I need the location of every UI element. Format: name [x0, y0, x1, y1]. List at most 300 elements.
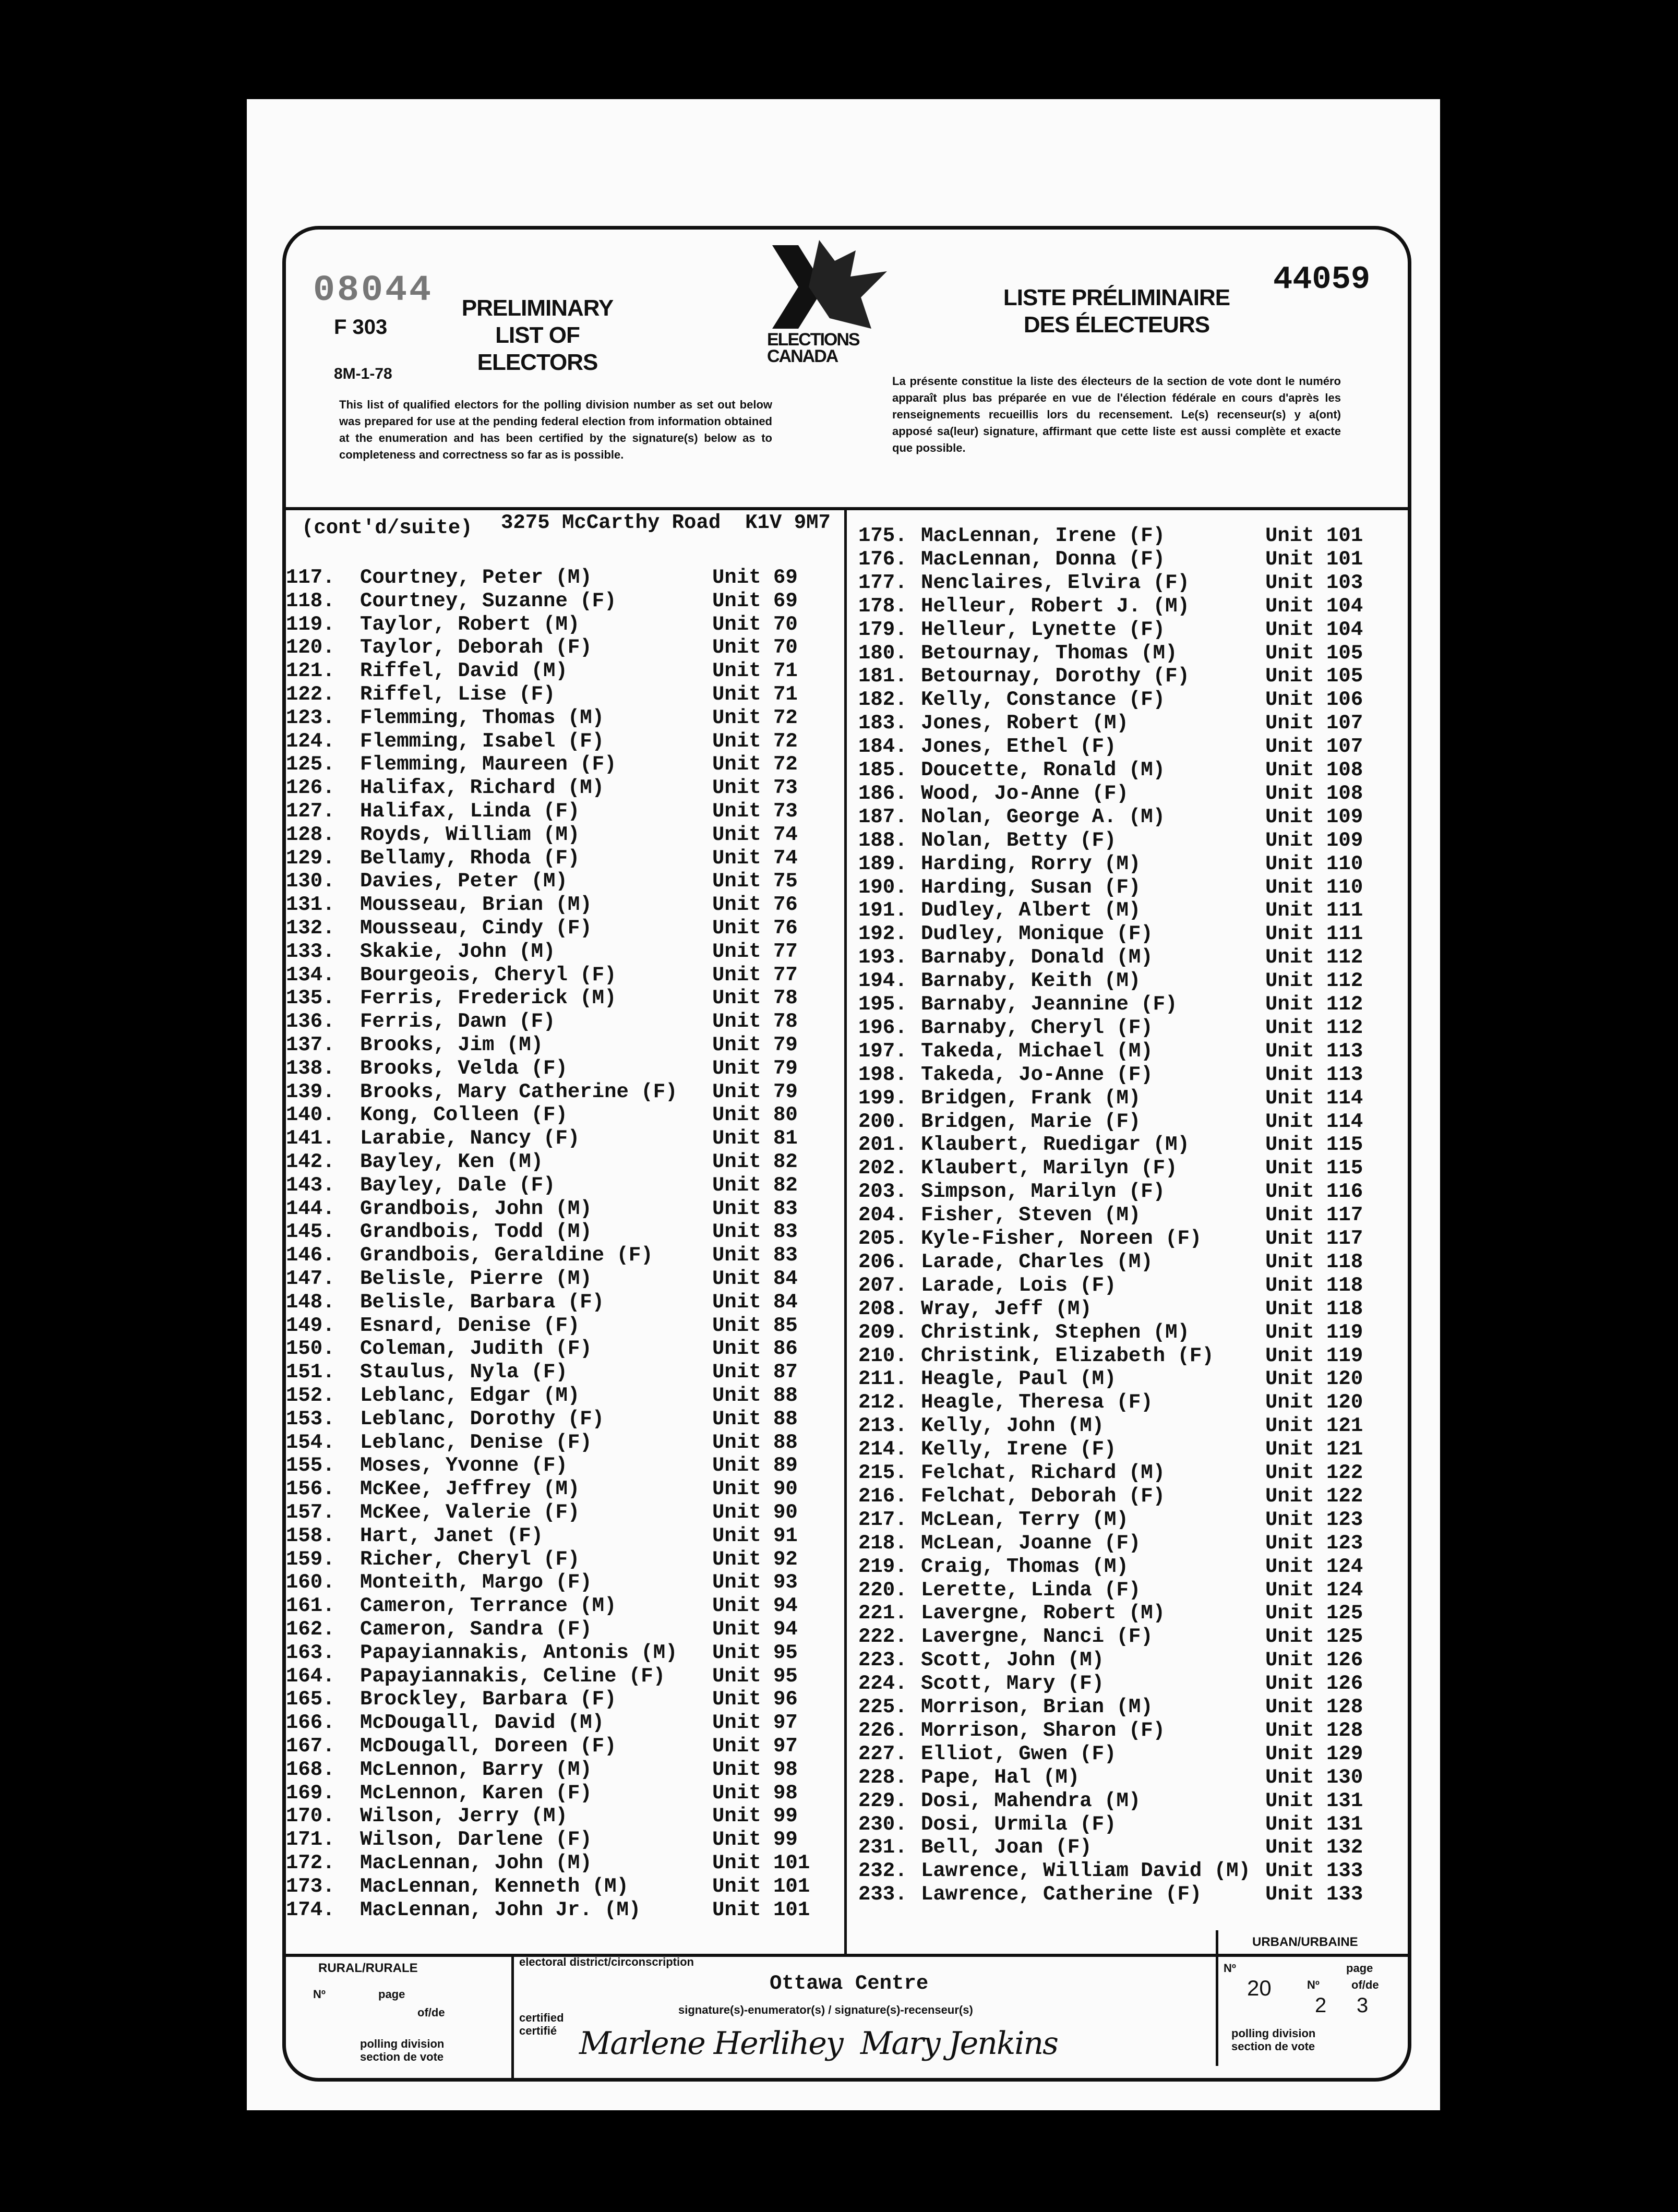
elector-name: Cameron, Sandra (F) — [360, 1618, 592, 1641]
unit-number: Unit 77 — [712, 963, 798, 987]
elector-name: Brooks, Mary Catherine (F) — [360, 1080, 678, 1103]
rural-page-label: page — [378, 1988, 405, 2001]
unit-number: Unit 74 — [712, 846, 798, 870]
unit-number: Unit 94 — [712, 1618, 798, 1641]
entry-number: 146. — [286, 1244, 335, 1267]
unit-number: Unit 73 — [712, 800, 798, 823]
entry-number: 211. — [858, 1367, 907, 1391]
elector-name: McLennon, Karen (F) — [360, 1781, 592, 1805]
elector-name: Halifax, Richard (M) — [360, 776, 605, 800]
unit-number: Unit 125 — [1265, 1602, 1363, 1625]
entry-number: 216. — [858, 1484, 907, 1508]
elector-name: Scott, John (M) — [921, 1649, 1105, 1672]
unit-number: Unit 112 — [1265, 993, 1363, 1016]
elector-name: Bell, Joan (F) — [921, 1836, 1092, 1859]
elector-name: Richer, Cheryl (F) — [360, 1547, 580, 1571]
entry-number: 125. — [286, 753, 335, 776]
elector-name: Betournay, Dorothy (F) — [921, 665, 1190, 688]
rural-polling-division-label: polling division section de vote — [360, 2037, 445, 2063]
unit-number: Unit 128 — [1265, 1696, 1363, 1718]
entry-number: 144. — [286, 1197, 335, 1220]
entry-number: 149. — [286, 1314, 335, 1337]
entry-number: 223. — [858, 1649, 907, 1672]
entry-number: 206. — [858, 1250, 907, 1273]
urban-of-label: of/de — [1351, 1978, 1379, 1991]
elector-name: McLennon, Barry (M) — [360, 1758, 592, 1781]
entry-number: 122. — [286, 683, 335, 706]
elector-name: Grandbois, Geraldine (F) — [360, 1244, 653, 1267]
urban-polling-division-label: polling division section de vote — [1231, 2027, 1316, 2053]
unit-number: Unit 98 — [712, 1781, 798, 1805]
elector-name: Morrison, Brian (M) — [921, 1696, 1153, 1718]
entry-number: 200. — [858, 1110, 907, 1133]
unit-number: Unit 110 — [1265, 875, 1363, 899]
unit-number: Unit 132 — [1265, 1836, 1363, 1859]
header-divider — [282, 507, 1411, 510]
entry-number: 199. — [858, 1086, 907, 1110]
elector-name: Kelly, Irene (F) — [921, 1438, 1117, 1461]
unit-number: Unit 91 — [712, 1524, 798, 1547]
unit-number: Unit 101 — [1265, 524, 1363, 547]
elector-name: Staulus, Nyla (F) — [360, 1361, 568, 1384]
elector-name: Felchat, Deborah (F) — [921, 1484, 1166, 1508]
entry-number: 183. — [858, 712, 907, 735]
unit-number: Unit 84 — [712, 1267, 798, 1290]
unit-number: Unit 72 — [712, 753, 798, 776]
entry-number: 197. — [858, 1039, 907, 1063]
unit-number: Unit 99 — [712, 1805, 798, 1828]
unit-number: Unit 107 — [1265, 735, 1363, 759]
entry-number: 189. — [858, 852, 907, 875]
elector-name: Nolan, George A. (M) — [921, 805, 1166, 828]
unit-number: Unit 126 — [1265, 1649, 1363, 1672]
elector-name: Bayley, Ken (M) — [360, 1150, 544, 1173]
unit-number: Unit 120 — [1265, 1391, 1363, 1414]
urban-polling-number: 20 — [1247, 1976, 1272, 2000]
elector-name: Lavergne, Robert (M) — [921, 1602, 1166, 1625]
certified-label: certified certifié — [519, 2011, 564, 2037]
elector-name: Riffel, Lise (F) — [360, 683, 556, 706]
elector-name: Jones, Ethel (F) — [921, 735, 1117, 759]
unit-number: Unit 73 — [712, 776, 798, 800]
entry-number: 118. — [286, 589, 335, 612]
elector-name: Larabie, Nancy (F) — [360, 1127, 580, 1150]
entry-number: 172. — [286, 1852, 335, 1874]
elector-name: Jones, Robert (M) — [921, 712, 1129, 735]
unit-number: Unit 124 — [1265, 1578, 1363, 1602]
unit-number: Unit 119 — [1265, 1320, 1363, 1344]
unit-number: Unit 74 — [712, 823, 798, 846]
elector-name: Dosi, Urmila (F) — [921, 1812, 1117, 1836]
footer-divider — [282, 1954, 1411, 1957]
entry-number: 231. — [858, 1836, 907, 1859]
elector-name: Craig, Thomas (M) — [921, 1555, 1129, 1578]
unit-number: Unit 122 — [1265, 1484, 1363, 1508]
elector-name: Bellamy, Rhoda (F) — [360, 846, 580, 870]
elector-name: Moses, Yvonne (F) — [360, 1454, 568, 1477]
entry-number: 119. — [286, 612, 335, 636]
entry-number: 196. — [858, 1016, 907, 1039]
rural-label: RURAL/RURALE — [318, 1961, 418, 1975]
page-number: 2 — [1315, 1994, 1327, 2017]
entry-number: 169. — [286, 1781, 335, 1805]
logo-text: ELECTIONS CANADA — [767, 330, 859, 366]
district-label: electoral district/circonscription — [519, 1955, 694, 1968]
elector-name: Klaubert, Marilyn (F) — [921, 1157, 1178, 1180]
unit-number: Unit 129 — [1265, 1742, 1363, 1765]
unit-number: Unit 79 — [712, 1033, 798, 1056]
unit-number: Unit 119 — [1265, 1344, 1363, 1367]
elector-name: Klaubert, Ruedigar (M) — [921, 1133, 1190, 1157]
elector-name: Wilson, Darlene (F) — [360, 1828, 592, 1852]
unit-number: Unit 84 — [712, 1290, 798, 1314]
elector-name: Flemming, Thomas (M) — [360, 706, 605, 729]
elector-name: Harding, Susan (F) — [921, 875, 1141, 899]
elector-name: Davies, Peter (M) — [360, 870, 568, 893]
unit-number: Unit 122 — [1265, 1461, 1363, 1484]
entry-number: 162. — [286, 1618, 335, 1641]
elector-name: Kelly, Constance (F) — [921, 688, 1166, 712]
elector-name: McDougall, David (M) — [360, 1711, 605, 1735]
unit-number: Unit 108 — [1265, 759, 1363, 782]
page-total: 3 — [1357, 1994, 1369, 2017]
elector-name: MacLennan, John Jr. (M) — [360, 1898, 641, 1921]
entry-number: 137. — [286, 1033, 335, 1056]
entry-number: 233. — [858, 1883, 907, 1906]
unit-number: Unit 81 — [712, 1127, 798, 1150]
entry-number: 205. — [858, 1227, 907, 1250]
unit-number: Unit 117 — [1265, 1227, 1363, 1250]
entry-number: 201. — [858, 1133, 907, 1157]
elector-name: Barnaby, Keith (M) — [921, 969, 1141, 993]
elector-name: Barnaby, Jeannine (F) — [921, 993, 1178, 1016]
elector-name: Lawrence, William David (M) — [921, 1859, 1251, 1883]
elector-name: Doucette, Ronald (M) — [921, 759, 1166, 782]
unit-number: Unit 118 — [1265, 1297, 1363, 1320]
entry-number: 215. — [858, 1461, 907, 1484]
elector-name: Nolan, Betty (F) — [921, 828, 1117, 852]
elector-name: Leblanc, Edgar (M) — [360, 1384, 580, 1407]
entry-number: 123. — [286, 706, 335, 729]
elector-name: Bourgeois, Cheryl (F) — [360, 963, 617, 987]
unit-number: Unit 103 — [1265, 571, 1363, 594]
elections-canada-logo — [767, 240, 892, 366]
unit-number: Unit 89 — [712, 1454, 798, 1477]
unit-number: Unit 96 — [712, 1688, 798, 1711]
unit-number: Unit 82 — [712, 1173, 798, 1197]
entry-number: 194. — [858, 969, 907, 993]
elector-name: Mousseau, Cindy (F) — [360, 917, 592, 940]
elector-name: McKee, Jeffrey (M) — [360, 1477, 580, 1501]
elector-name: Lawrence, Catherine (F) — [921, 1883, 1202, 1906]
entry-number: 174. — [286, 1898, 335, 1921]
entry-number: 151. — [286, 1361, 335, 1384]
unit-number: Unit 117 — [1265, 1204, 1363, 1227]
unit-number: Unit 104 — [1265, 594, 1363, 618]
elector-name: Brooks, Velda (F) — [360, 1056, 568, 1080]
unit-number: Unit 133 — [1265, 1859, 1363, 1883]
entry-number: 148. — [286, 1290, 335, 1314]
unit-number: Unit 83 — [712, 1244, 798, 1267]
entry-number: 147. — [286, 1267, 335, 1290]
unit-number: Unit 69 — [712, 566, 798, 589]
unit-number: Unit 79 — [712, 1056, 798, 1080]
entry-number: 150. — [286, 1337, 335, 1361]
entry-number: 209. — [858, 1320, 907, 1344]
elector-name: Halifax, Linda (F) — [360, 800, 580, 823]
entry-number: 165. — [286, 1688, 335, 1711]
unit-number: Unit 126 — [1265, 1672, 1363, 1696]
unit-number: Unit 71 — [712, 683, 798, 706]
entry-number: 230. — [858, 1812, 907, 1836]
elector-name: Barnaby, Donald (M) — [921, 946, 1153, 969]
unit-number: Unit 113 — [1265, 1063, 1363, 1086]
unit-number: Unit 131 — [1265, 1812, 1363, 1836]
unit-number: Unit 130 — [1265, 1765, 1363, 1789]
entry-number: 177. — [858, 571, 907, 594]
elector-name: Felchat, Richard (M) — [921, 1461, 1166, 1484]
unit-number: Unit 118 — [1265, 1250, 1363, 1273]
entry-number: 152. — [286, 1384, 335, 1407]
entry-number: 218. — [858, 1531, 907, 1555]
entry-number: 176. — [858, 547, 907, 571]
unit-number: Unit 83 — [712, 1220, 798, 1244]
entry-number: 193. — [858, 946, 907, 969]
elector-name: Flemming, Maureen (F) — [360, 753, 617, 776]
unit-number: Unit 72 — [712, 706, 798, 729]
unit-number: Unit 110 — [1265, 852, 1363, 875]
entry-number: 184. — [858, 735, 907, 759]
unit-number: Unit 71 — [712, 659, 798, 683]
unit-number: Unit 131 — [1265, 1789, 1363, 1812]
elector-name: Dudley, Monique (F) — [921, 922, 1153, 946]
unit-number: Unit 70 — [712, 636, 798, 659]
entry-number: 178. — [858, 594, 907, 618]
unit-number: Unit 88 — [712, 1407, 798, 1430]
entry-number: 156. — [286, 1477, 335, 1501]
address: 3275 McCarthy Road K1V 9M7 — [501, 511, 831, 534]
elector-name: Scott, Mary (F) — [921, 1672, 1105, 1696]
elector-name: Taylor, Robert (M) — [360, 612, 580, 636]
intro-en: This list of qualified electors for the polling division number as set out below was prepared for use at the pending federal election from information obtained at the enumeration and has been certified by the signature(s) below as to completeness and correctness so far as is possible. — [339, 398, 772, 461]
entry-number: 140. — [286, 1103, 335, 1127]
entry-number: 191. — [858, 899, 907, 922]
elector-name: Wood, Jo-Anne (F) — [921, 782, 1129, 805]
entry-number: 213. — [858, 1414, 907, 1438]
unit-number: Unit 98 — [712, 1758, 798, 1781]
entry-number: 143. — [286, 1173, 335, 1197]
entry-number: 135. — [286, 987, 335, 1010]
unit-number: Unit 79 — [712, 1080, 798, 1103]
title-en: PRELIMINARY LIST OF ELECTORS — [461, 295, 614, 375]
elector-name: Bridgen, Frank (M) — [921, 1086, 1141, 1110]
entry-number: 226. — [858, 1718, 907, 1742]
unit-number: Unit 121 — [1265, 1414, 1363, 1438]
elector-name: Belisle, Barbara (F) — [360, 1290, 605, 1314]
entry-number: 163. — [286, 1641, 335, 1664]
elector-name: Cameron, Terrance (M) — [360, 1594, 617, 1618]
elector-name: Esnard, Denise (F) — [360, 1314, 580, 1337]
unit-number: Unit 92 — [712, 1547, 798, 1571]
elector-name: Grandbois, Todd (M) — [360, 1220, 592, 1244]
unit-number: Unit 115 — [1265, 1133, 1363, 1157]
elector-name: Christink, Stephen (M) — [921, 1320, 1190, 1344]
elector-name: McLean, Joanne (F) — [921, 1531, 1141, 1555]
unit-number: Unit 111 — [1265, 899, 1363, 922]
entry-number: 214. — [858, 1438, 907, 1461]
unit-number: Unit 99 — [712, 1828, 798, 1852]
entry-number: 138. — [286, 1056, 335, 1080]
elector-name: McKee, Valerie (F) — [360, 1501, 580, 1524]
unit-number: Unit 106 — [1265, 688, 1363, 712]
elector-name: Harding, Rorry (M) — [921, 852, 1141, 875]
elector-name: Larade, Lois (F) — [921, 1273, 1117, 1297]
unit-number: Unit 116 — [1265, 1180, 1363, 1204]
unit-number: Unit 93 — [712, 1571, 798, 1594]
column-divider — [844, 507, 847, 1955]
unit-number: Unit 133 — [1265, 1883, 1363, 1906]
entry-number: 224. — [858, 1672, 907, 1696]
entry-number: 186. — [858, 782, 907, 805]
unit-number: Unit 80 — [712, 1103, 798, 1127]
unit-number: Unit 88 — [712, 1430, 798, 1454]
elector-name: Papayiannakis, Celine (F) — [360, 1664, 666, 1688]
elector-name: Larade, Charles (M) — [921, 1250, 1153, 1273]
elector-name: Coleman, Judith (F) — [360, 1337, 592, 1361]
entry-number: 130. — [286, 870, 335, 893]
unit-number: Unit 114 — [1265, 1086, 1363, 1110]
elector-name: Brockley, Barbara (F) — [360, 1688, 617, 1711]
entry-number: 220. — [858, 1578, 907, 1602]
entry-number: 170. — [286, 1805, 335, 1828]
elector-name: Dudley, Albert (M) — [921, 899, 1141, 922]
unit-number: Unit 78 — [712, 987, 798, 1010]
entry-number: 160. — [286, 1571, 335, 1594]
unit-number: Unit 86 — [712, 1337, 798, 1361]
elector-name: Belisle, Pierre (M) — [360, 1267, 592, 1290]
elector-name: Dosi, Mahendra (M) — [921, 1789, 1141, 1812]
elector-name: Barnaby, Cheryl (F) — [921, 1016, 1153, 1039]
entry-number: 167. — [286, 1735, 335, 1758]
entry-number: 127. — [286, 800, 335, 823]
unit-number: Unit 115 — [1265, 1157, 1363, 1180]
enumerator-signatures: Marlene Herlihey Mary Jenkins — [579, 2025, 1058, 2062]
entry-number: 133. — [286, 940, 335, 963]
elector-name: Papayiannakis, Antonis (M) — [360, 1641, 678, 1664]
entry-number: 155. — [286, 1454, 335, 1477]
unit-number: Unit 118 — [1265, 1273, 1363, 1297]
rural-no-label: Nº — [313, 1988, 326, 2001]
urban-page-label: page — [1346, 1962, 1373, 1975]
unit-number: Unit 107 — [1265, 712, 1363, 735]
elector-name: Ferris, Dawn (F) — [360, 1010, 556, 1033]
entry-number: 198. — [858, 1063, 907, 1086]
entry-number: 171. — [286, 1828, 335, 1852]
elector-name: Wray, Jeff (M) — [921, 1297, 1092, 1320]
entry-number: 204. — [858, 1204, 907, 1227]
unit-number: Unit 94 — [712, 1594, 798, 1618]
unit-number: Unit 77 — [712, 940, 798, 963]
unit-number: Unit 90 — [712, 1477, 798, 1501]
unit-number: Unit 124 — [1265, 1555, 1363, 1578]
entry-number: 134. — [286, 963, 335, 987]
entry-number: 185. — [858, 759, 907, 782]
entry-number: 192. — [858, 922, 907, 946]
elector-name: Morrison, Sharon (F) — [921, 1718, 1166, 1742]
entry-number: 175. — [858, 524, 907, 547]
unit-number: Unit 113 — [1265, 1039, 1363, 1063]
entry-number: 157. — [286, 1501, 335, 1524]
entry-number: 180. — [858, 641, 907, 665]
unit-number: Unit 95 — [712, 1664, 798, 1688]
elector-name: MacLennan, John (M) — [360, 1852, 592, 1874]
urban-box-divider — [1216, 1930, 1218, 2066]
elector-name: Royds, William (M) — [360, 823, 580, 846]
entry-number: 141. — [286, 1127, 335, 1150]
entry-number: 190. — [858, 875, 907, 899]
unit-number: Unit 72 — [712, 729, 798, 753]
entry-number: 229. — [858, 1789, 907, 1812]
elector-name: Lavergne, Nanci (F) — [921, 1625, 1153, 1649]
elector-name: Taylor, Deborah (F) — [360, 636, 592, 659]
elector-name: Helleur, Robert J. (M) — [921, 594, 1190, 618]
elector-name: Monteith, Margo (F) — [360, 1571, 592, 1594]
unit-number: Unit 88 — [712, 1384, 798, 1407]
form-code: F 303 — [334, 316, 388, 339]
maple-x-icon — [767, 240, 892, 329]
entry-number: 219. — [858, 1555, 907, 1578]
elector-name: MacLennan, Kenneth (M) — [360, 1874, 629, 1898]
unit-number: Unit 97 — [712, 1735, 798, 1758]
unit-number: Unit 87 — [712, 1361, 798, 1384]
unit-number: Unit 125 — [1265, 1625, 1363, 1649]
entry-number: 132. — [286, 917, 335, 940]
unit-number: Unit 108 — [1265, 782, 1363, 805]
elector-name: Leblanc, Denise (F) — [360, 1430, 592, 1454]
entry-number: 227. — [858, 1742, 907, 1765]
elector-name: Hart, Janet (F) — [360, 1524, 544, 1547]
signature-label: signature(s)-enumerator(s) / signature(s)-recenseur(s) — [678, 2003, 973, 2016]
elector-name: Takeda, Michael (M) — [921, 1039, 1153, 1063]
elector-name: Elliot, Gwen (F) — [921, 1742, 1117, 1765]
unit-number: Unit 78 — [712, 1010, 798, 1033]
elector-name: Wilson, Jerry (M) — [360, 1805, 568, 1828]
elector-name: Lerette, Linda (F) — [921, 1578, 1141, 1602]
elector-name: Heagle, Paul (M) — [921, 1367, 1117, 1391]
elector-name: Betournay, Thomas (M) — [921, 641, 1178, 665]
elector-name: McLean, Terry (M) — [921, 1508, 1129, 1531]
entry-number: 124. — [286, 729, 335, 753]
elector-name: Kelly, John (M) — [921, 1414, 1105, 1438]
elector-name: Riffel, David (M) — [360, 659, 568, 683]
urban-no-label: Nº — [1224, 1962, 1236, 1975]
elector-name: Kong, Colleen (F) — [360, 1103, 568, 1127]
elector-name: MacLennan, Irene (F) — [921, 524, 1166, 547]
unit-number: Unit 105 — [1265, 665, 1363, 688]
entry-number: 208. — [858, 1297, 907, 1320]
rural-of-label: of/de — [417, 2006, 445, 2019]
form-date: 8M-1-78 — [334, 365, 392, 382]
entry-number: 195. — [858, 993, 907, 1016]
unit-number: Unit 120 — [1265, 1367, 1363, 1391]
intro-fr: La présente constitue la liste des électeurs de la section de vote dont le numéro apparaît plus bas préparée en vue de l'élection fédérale en cours d'après les renseignements recueillis lors du recensement. Le(s) recenseur(s) y a(ont) apposé sa(leur) signature, affirmant que cette liste est aussi complète et exacte que possible. — [892, 375, 1341, 454]
entry-number: 159. — [286, 1547, 335, 1571]
entry-number: 126. — [286, 776, 335, 800]
elector-name: Mousseau, Brian (M) — [360, 893, 592, 917]
entry-number: 179. — [858, 618, 907, 641]
unit-number: Unit 76 — [712, 917, 798, 940]
entry-number: 129. — [286, 846, 335, 870]
